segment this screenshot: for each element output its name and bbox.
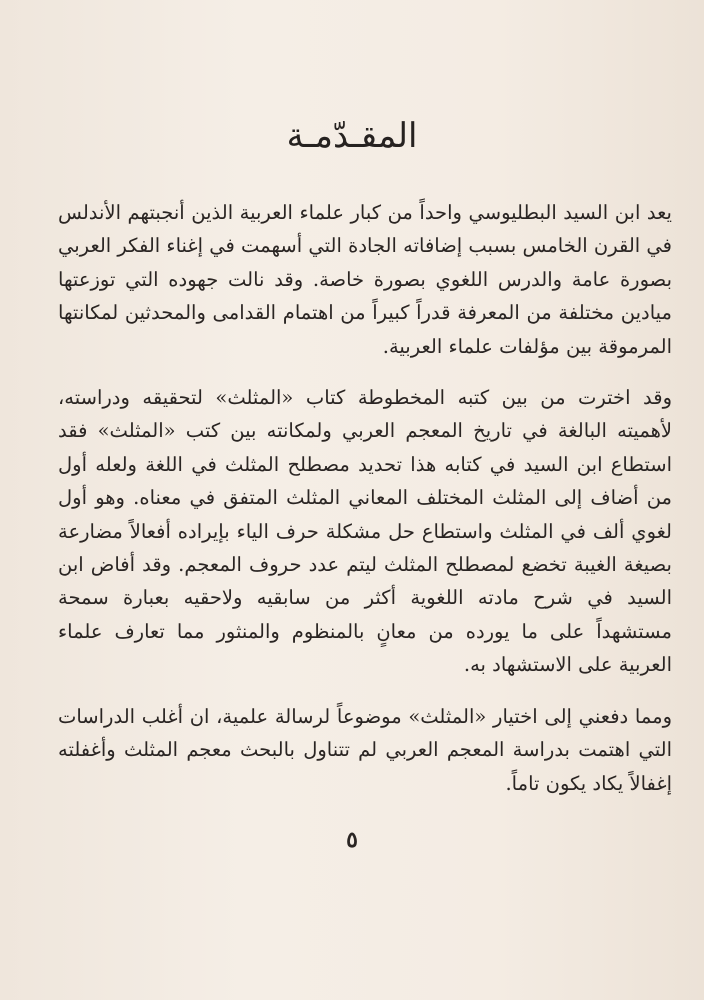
paragraph-2: وقد اخترت من بين كتبه المخطوطة كتاب «المثلث» لتحقيقه ودراسته، لأهميته البالغة في تاريخ المعجم العربي ولمكانته بين كتب «المثلث» فقد استطاع ابن السيد في كتابه هذا تحديد مصطلح المثلث في اللغة ولعله أول من أضاف إلى المثلث المختلف المعاني المثلث المتفق في معناه. وهو أول لغوي ألف في المثلث واستطاع حل مشكلة حرف الياء بإيراده أفعالاً مضارعة بصيغة الغيبة تخضع لمصطلح المثلث ليتم عدد حروف المعجم. وقد أفاض ابن السيد في شرح مادته اللغوية أكثر من سابقيه ولاحقيه بعبارة سمحة مستشهداً على ما يورده من معانٍ بالمنظوم والمنثور مما تعارف علماء العربية على الاستشهاد به. (58, 386, 672, 677)
page-number: ٥ (346, 827, 358, 853)
page-title: المقـدّمـة (286, 116, 418, 156)
paragraph-1: يعد ابن السيد البطليوسي واحداً من كبار علماء العربية الذين أنجبتهم الأندلس في القرن الخامس بسبب إضافاته الجادة التي أسهمت في إغناء الفكر العربي بصورة عامة والدرس اللغوي بصورة خاصة. وقد نالت جهوده التي توزعتها ميادين مختلفة من المعرفة قدراً كبيراً من اهتمام القدامى والمحدثين لمكانتها المرموقة بين مؤلفات علماء العربية. (58, 201, 672, 358)
paragraph-3: ومما دفعني إلى اختيار «المثلث» موضوعاً لرسالة علمية، ان أغلب الدراسات التي اهتمت بدراسة المعجم العربي لم تتناول بالبحث معجم المثلث وأغفلته إغفالاً يكاد يكون تاماً. (58, 704, 672, 795)
body-text (58, 196, 672, 800)
